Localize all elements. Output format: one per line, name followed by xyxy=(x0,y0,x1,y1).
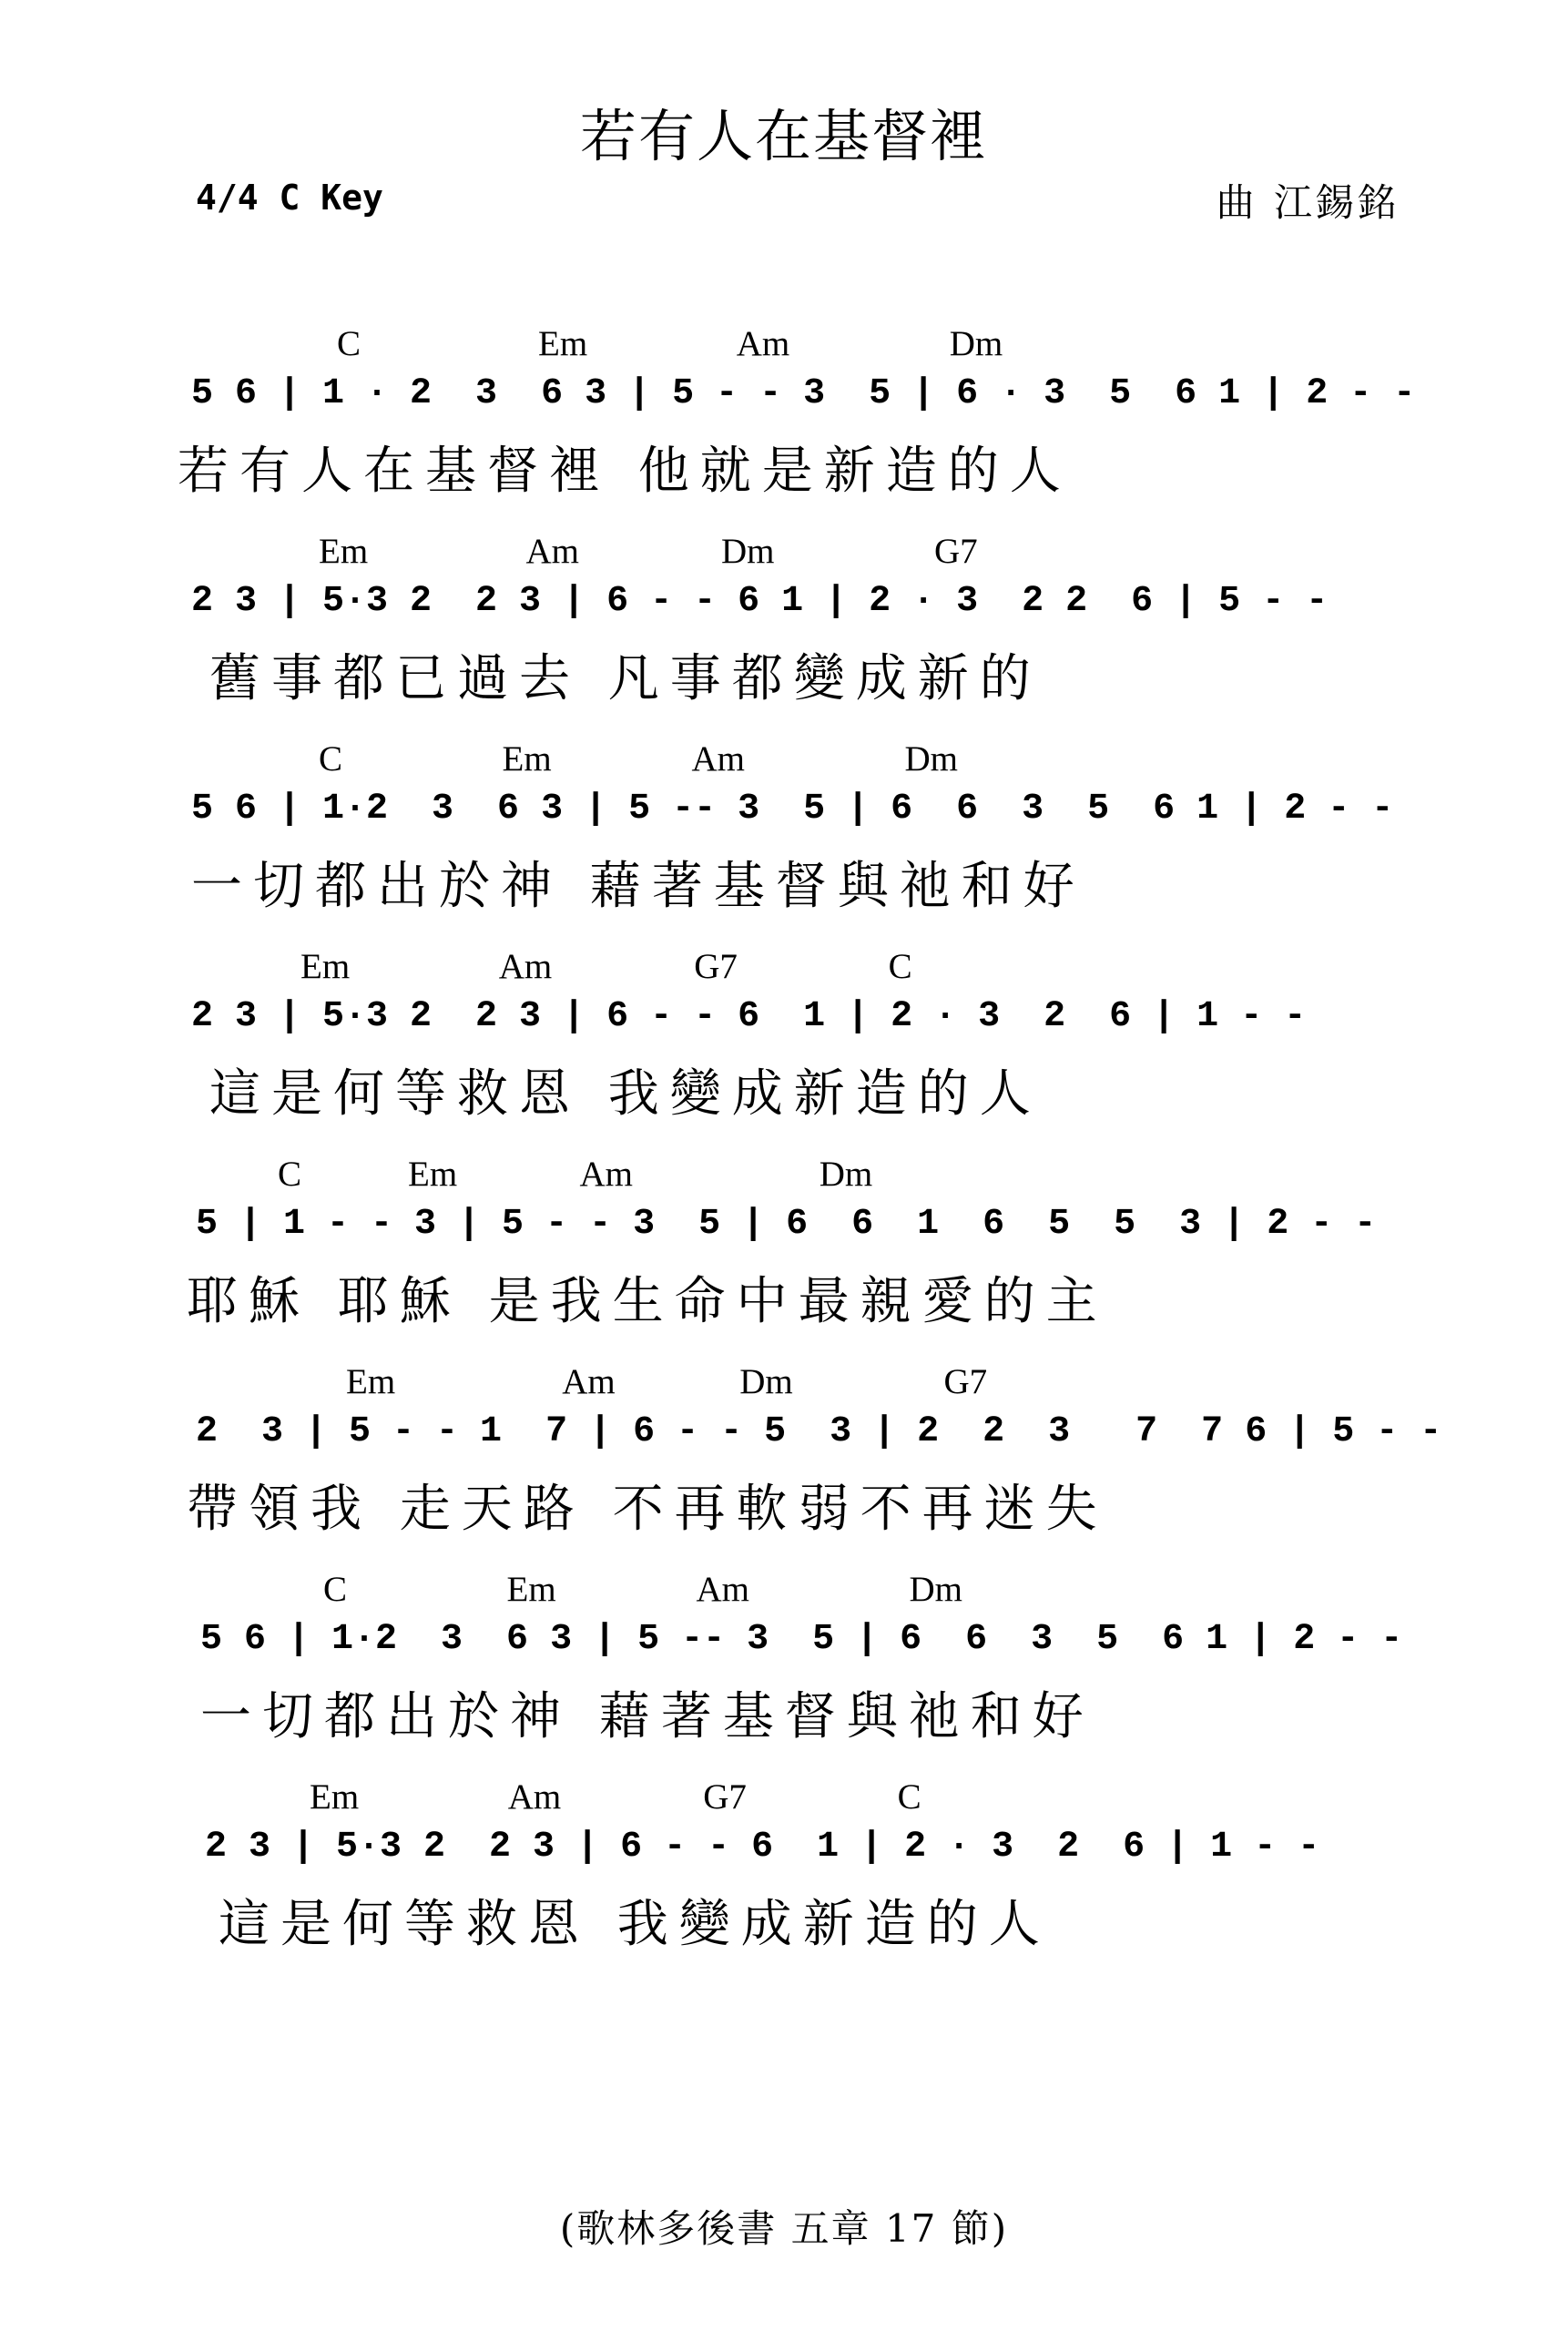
chord-line: C Em Am Dm xyxy=(278,1155,873,1194)
score-system-2 xyxy=(0,531,1568,731)
notation-line: 2 3 | 5·3 2 2 3 | 6 - - 6 1 | 2 · 3 2 6 | 1 - - xyxy=(205,1827,1320,1868)
chord-line: Em Am Dm G7 xyxy=(346,1362,988,1401)
notation-line: 5 6 | 1·2 3 6 3 | 5 -- 3 5 | 6 6 3 5 6 1 | 2 - - xyxy=(200,1619,1403,1660)
score-system-6 xyxy=(0,1361,1568,1562)
score-system-5 xyxy=(0,1154,1568,1354)
composer-credit: 曲 江錫銘 xyxy=(1216,180,1400,225)
notation-line: 2 3 | 5·3 2 2 3 | 6 - - 6 1 | 2 · 3 2 2 6 | 5 - - xyxy=(191,581,1329,622)
score-system-7 xyxy=(0,1569,1568,1769)
lyric-line: 帶領我 走天路 不再軟弱不再迷失 xyxy=(187,1480,1108,1539)
lyric-line: 這是何等救恩 我變成新造的人 xyxy=(219,1895,1051,1954)
lyric-line: 一切都出於神 藉著基督與祂和好 xyxy=(200,1687,1095,1746)
chord-line: C Em Am Dm xyxy=(323,1570,963,1609)
score-system-8 xyxy=(0,1776,1568,1977)
notation-line: 5 6 | 1·2 3 6 3 | 5 -- 3 5 | 6 6 3 5 6 1 | 2 - - xyxy=(191,789,1394,830)
time-key-signature: 4/4 C Key xyxy=(196,178,383,218)
lyric-line: 這是何等救恩 我變成新造的人 xyxy=(209,1064,1042,1124)
lyric-line: 耶穌 耶穌 是我生命中最親愛的主 xyxy=(187,1272,1108,1331)
scripture-reference: (歌林多後書 五章 17 節) xyxy=(559,2206,1009,2251)
notation-line: 5 6 | 1 · 2 3 6 3 | 5 - - 3 5 | 6 · 3 5 6 1 | 2 - - xyxy=(191,373,1416,414)
score-system-4 xyxy=(0,946,1568,1146)
lyric-line: 一切都出於神 藉著基督與祂和好 xyxy=(191,857,1085,916)
chord-line: C Em Am Dm xyxy=(319,739,959,779)
score-system-3 xyxy=(0,738,1568,939)
notation-line: 5 | 1 - - 3 | 5 - - 3 5 | 6 6 1 6 5 5 3 | 2 - - xyxy=(196,1204,1377,1245)
lyric-line: 舊事都已過去 凡事都變成新的 xyxy=(209,649,1042,708)
score-system-1 xyxy=(0,323,1568,524)
lyric-line: 若有人在基督裡 他就是新造的人 xyxy=(178,442,1072,501)
chord-line: Em Am G7 C xyxy=(300,947,912,986)
chord-line: Em Am Dm G7 xyxy=(319,532,978,571)
chord-line: Em Am G7 C xyxy=(310,1777,921,1817)
chord-line: C Em Am Dm xyxy=(337,324,1003,363)
notation-line: 2 3 | 5 - - 1 7 | 6 - - 5 3 | 2 2 3 7 7 6 | 5 - - xyxy=(196,1411,1442,1452)
song-title: 若有人在基督裡 xyxy=(579,103,988,169)
notation-line: 2 3 | 5·3 2 2 3 | 6 - - 6 1 | 2 · 3 2 6 | 1 - - xyxy=(191,996,1307,1037)
